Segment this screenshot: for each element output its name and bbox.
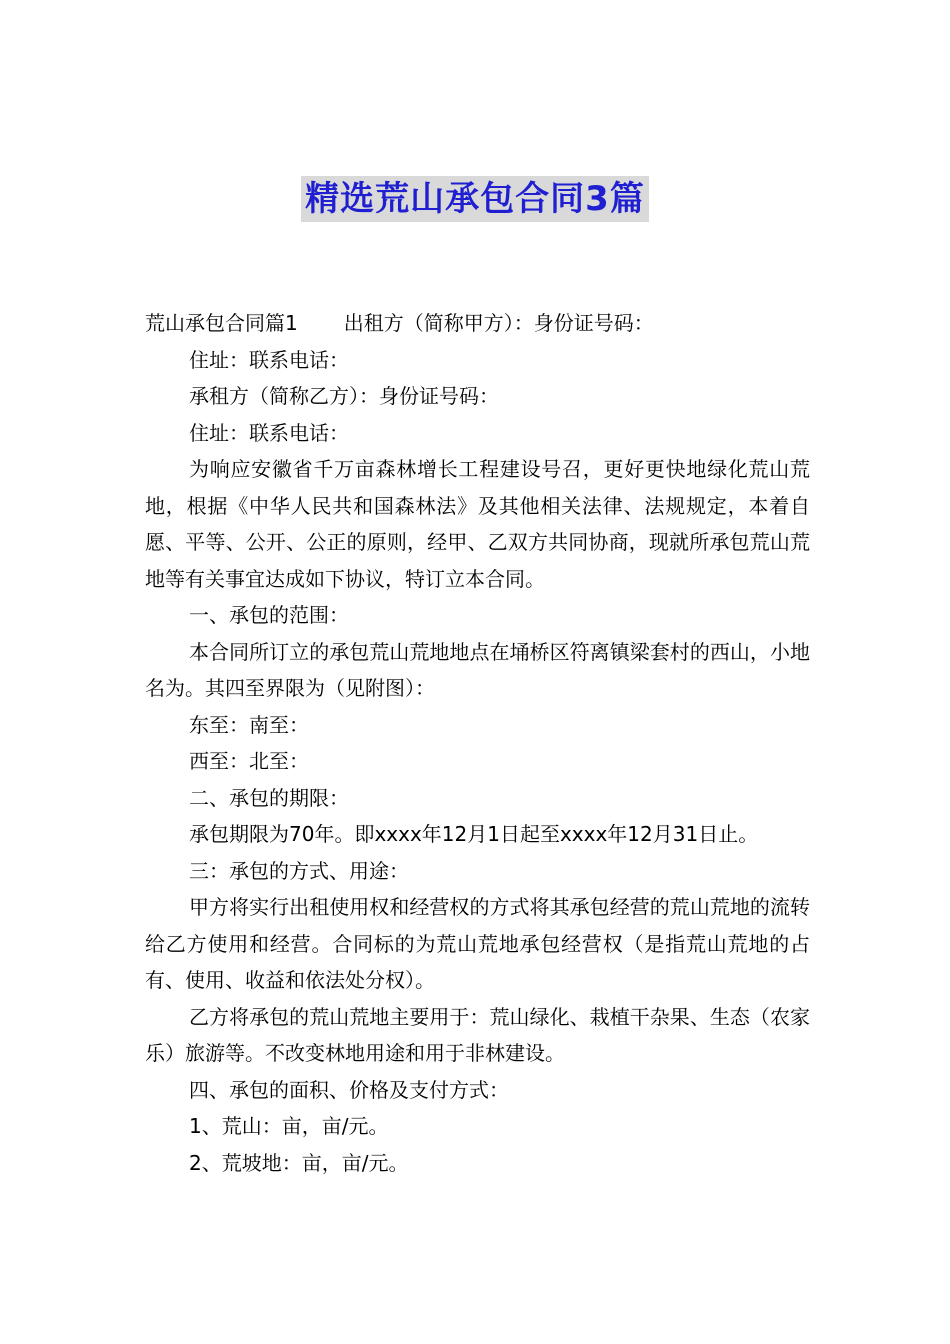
paragraph: 为响应安徽省千万亩森林增长工程建设号召，更好更快地绿化荒山荒地，根据《中华人民共和国森林法》及其他相关法律、法规规定，本着自愿、平等、公开、公正的原则，经甲、乙双方共同协商，现就所承包荒山荒地等有关事宜达成如下协议，特订立本合同。 — [145, 457, 810, 591]
section-heading: 四、承包的面积、价格及支付方式： — [189, 1077, 509, 1102]
paragraph: 西至：北至： — [189, 749, 309, 773]
list-item: 2、荒坡地：亩，亩/元。 — [189, 1150, 409, 1175]
paragraph: 承包期限为70年。即xxxx年12月1日起至xxxx年12月31日止。 — [189, 822, 759, 846]
lessor-line: 出租方（简称甲方）：身份证号码： — [343, 311, 654, 335]
document-title: 精选荒山承包合同3篇 — [301, 176, 649, 222]
paragraph: 东至：南至： — [189, 712, 309, 737]
section-label: 荒山承包合同篇1 — [145, 311, 298, 335]
document-body — [145, 305, 810, 1181]
section-heading: 二、承包的期限： — [189, 785, 349, 810]
title-container — [0, 176, 950, 222]
paragraph: 住址：联系电话： — [189, 420, 349, 445]
paragraph-first-line — [145, 305, 810, 342]
paragraph: 承租方（简称乙方）：身份证号码： — [189, 384, 499, 408]
section-heading: 一、承包的范围： — [189, 603, 349, 627]
paragraph: 甲方将实行出租使用权和经营权的方式将其承包经营的荒山荒地的流转给乙方使用和经营。合同标的为荒山荒地承包经营权（是指荒山荒地的占有、使用、收益和依法处分权）。 — [145, 895, 810, 992]
paragraph: 乙方将承包的荒山荒地主要用于：荒山绿化、栽植干杂果、生态（农家乐）旅游等。不改变林地用途和用于非林建设。 — [145, 1004, 810, 1065]
paragraph: 住址：联系电话： — [189, 347, 349, 372]
list-item: 1、荒山：亩，亩/元。 — [189, 1114, 389, 1138]
paragraph: 本合同所订立的承包荒山荒地地点在埇桥区符离镇梁套村的西山，小地名为。其四至界限为（见附图）： — [145, 639, 810, 700]
section-heading: 三：承包的方式、用途： — [189, 858, 409, 883]
